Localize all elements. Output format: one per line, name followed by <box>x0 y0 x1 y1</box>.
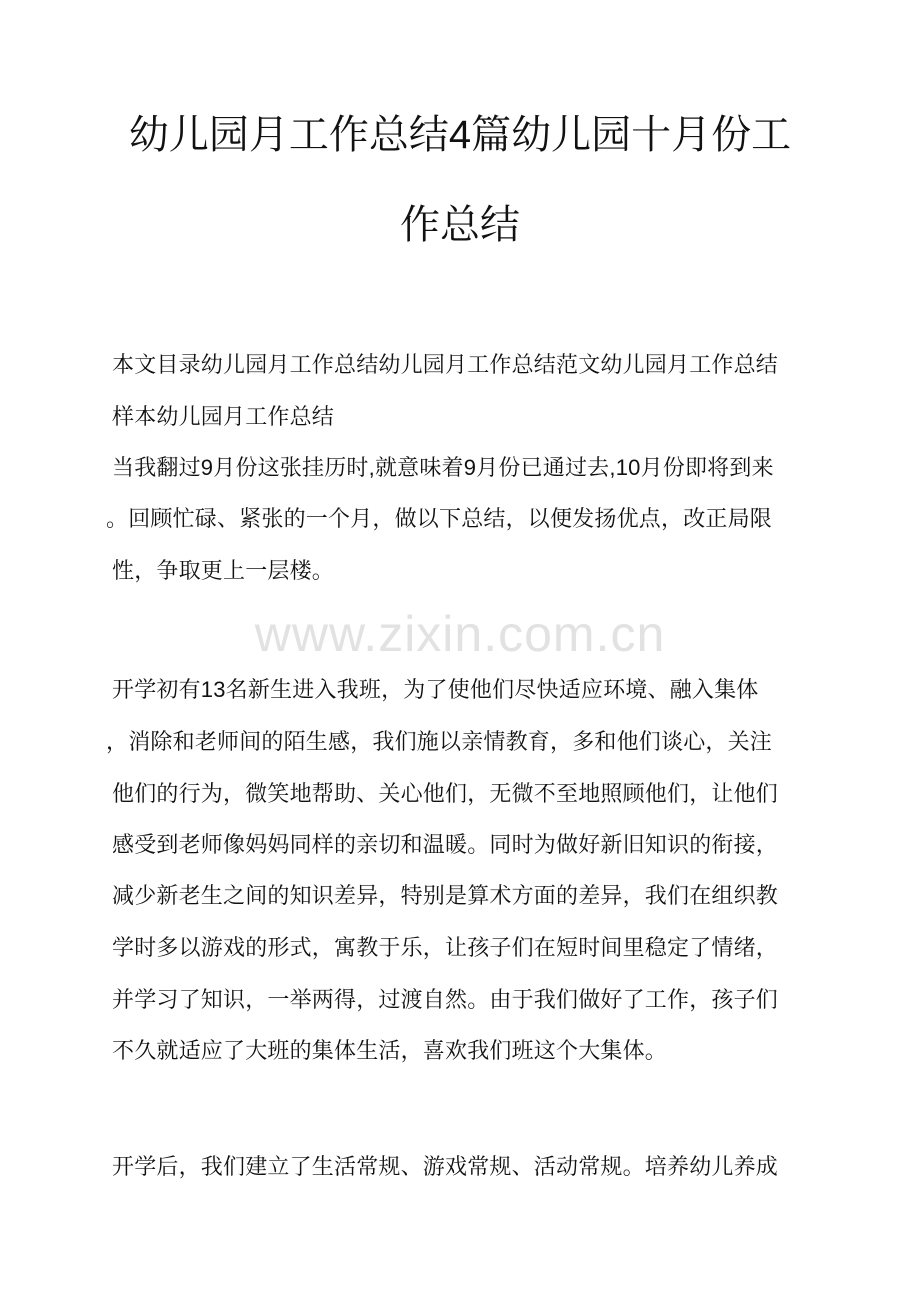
paragraph-line: 学时多以游戏的形式，寓教于乐，让孩子们在短时间里稳定了情绪， <box>112 935 779 960</box>
watermark: www.zixin.com.cn <box>254 606 666 662</box>
paragraph-line: 感受到老师像妈妈同样的亲切和温暖。同时为做好新旧知识的衔接， <box>112 832 779 857</box>
paragraph-line: 并学习了知识，一举两得，过渡自然。由于我们做好了工作，孩子们 <box>112 987 779 1012</box>
paragraph-line: 本文目录幼儿园月工作总结幼儿园月工作总结范文幼儿园月工作总结 <box>112 352 779 377</box>
document-title-line-1: 幼儿园月工作总结4篇幼儿园十月份工 <box>128 113 792 157</box>
document-title-line-2: 作总结 <box>400 203 520 247</box>
paragraph-line: 减少新老生之间的知识差异，特别是算术方面的差异，我们在组织教 <box>112 883 779 908</box>
paragraph-line: 当我翻过9月份这张挂历时,就意味着9月份已通过去,10月份即将到来 <box>112 455 774 480</box>
paragraph-line: 不久就适应了大班的集体生活，喜欢我们班这个大集体。 <box>112 1038 668 1063</box>
paragraph-line: 。回顾忙碌、紧张的一个月，做以下总结，以便发扬优点，改正局限 <box>106 506 773 531</box>
paragraph-line: 性，争取更上一层楼。 <box>112 558 335 583</box>
paragraph-line: ，消除和老师间的陌生感，我们施以亲情教育，多和他们谈心，关注 <box>106 729 773 754</box>
paragraph-line: 他们的行为，微笑地帮助、关心他们，无微不至地照顾他们，让他们 <box>112 781 779 806</box>
paragraph-line: 样本幼儿园月工作总结 <box>112 404 335 429</box>
paragraph-line: 开学初有13名新生进入我班，为了使他们尽快适应环境、融入集体 <box>112 677 759 702</box>
paragraph-line: 开学后，我们建立了生活常规、游戏常规、活动常规。培养幼儿养成 <box>112 1154 779 1179</box>
